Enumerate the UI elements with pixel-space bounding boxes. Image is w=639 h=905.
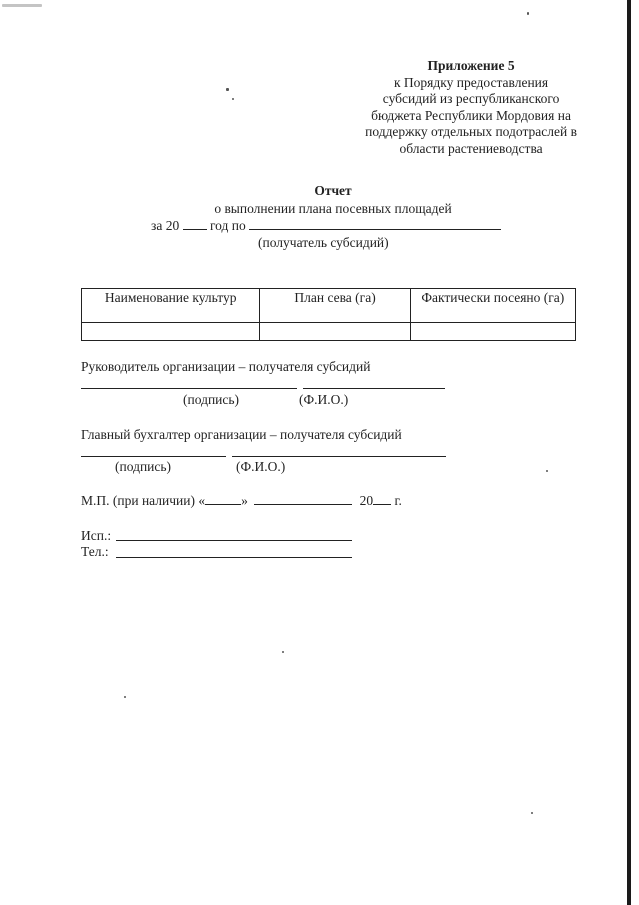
table-row bbox=[82, 323, 576, 341]
head-signature-line[interactable] bbox=[81, 388, 297, 389]
report-title: Отчет bbox=[314, 183, 352, 198]
recipient-caption: (получатель субсидий) bbox=[258, 235, 389, 250]
phone-label: Тел.: bbox=[81, 544, 109, 559]
year-prefix: 20 bbox=[359, 493, 374, 508]
scan-speck bbox=[531, 812, 533, 814]
stamp-prefix: М.П. (при наличии) « bbox=[81, 493, 206, 508]
table-cell[interactable] bbox=[260, 323, 410, 341]
scan-speck bbox=[124, 696, 126, 698]
sowing-table bbox=[81, 288, 576, 341]
appendix-line: субсидий из республиканского bbox=[382, 91, 560, 106]
head-sign-caption: (подпись) bbox=[183, 392, 240, 407]
table-cell[interactable] bbox=[82, 323, 260, 341]
table-header-row bbox=[82, 289, 576, 323]
date-year-blank[interactable] bbox=[373, 492, 391, 505]
day-blank[interactable] bbox=[205, 492, 241, 505]
head-name-line[interactable] bbox=[303, 388, 445, 389]
year-blank[interactable] bbox=[183, 217, 207, 230]
phone-line[interactable] bbox=[116, 557, 352, 558]
scan-speck bbox=[282, 651, 284, 653]
column-header: План сева (га) bbox=[260, 289, 410, 323]
head-name-caption: (Ф.И.О.) bbox=[299, 392, 349, 407]
scan-edge bbox=[627, 0, 631, 905]
scan-speck bbox=[546, 470, 548, 472]
executor-line[interactable] bbox=[116, 540, 352, 541]
quote-close: » bbox=[241, 493, 248, 508]
report-period-line bbox=[151, 217, 501, 234]
column-header: Наименование культур bbox=[82, 289, 260, 323]
year-suffix: г. bbox=[394, 493, 402, 508]
appendix-line: области растениеводства bbox=[399, 140, 543, 156]
appendix-line: бюджета Республики Мордовия на bbox=[371, 107, 571, 123]
appendix-line: поддержку отдельных подотраслей в bbox=[365, 124, 577, 139]
appendix-block bbox=[365, 58, 577, 157]
scan-speck bbox=[2, 4, 42, 7]
accountant-label: Главный бухгалтер организации – получателя субсидий bbox=[81, 427, 402, 442]
accountant-name-caption: (Ф.И.О.) bbox=[236, 459, 286, 474]
accountant-signature-line[interactable] bbox=[81, 456, 226, 457]
accountant-sign-caption: (подпись) bbox=[115, 459, 172, 474]
executor-label: Исп.: bbox=[81, 528, 112, 543]
head-label: Руководитель организации – получателя субсидий bbox=[81, 359, 371, 374]
appendix-line: к Порядку предоставления bbox=[393, 74, 549, 90]
scan-speck bbox=[527, 12, 529, 15]
scan-speck bbox=[226, 88, 229, 91]
recipient-blank[interactable] bbox=[249, 217, 501, 230]
accountant-name-line[interactable] bbox=[232, 456, 446, 457]
appendix-title: Приложение 5 bbox=[427, 58, 515, 73]
table-cell[interactable] bbox=[410, 323, 575, 341]
month-blank[interactable] bbox=[254, 492, 352, 505]
stamp-date-line bbox=[81, 492, 402, 509]
period-prefix: за 20 bbox=[151, 218, 180, 233]
column-header: Фактически посеяно (га) bbox=[410, 289, 575, 323]
period-middle: год по bbox=[209, 218, 246, 233]
report-subtitle: о выполнении плана посевных площадей bbox=[214, 201, 452, 216]
scan-speck bbox=[232, 98, 234, 100]
